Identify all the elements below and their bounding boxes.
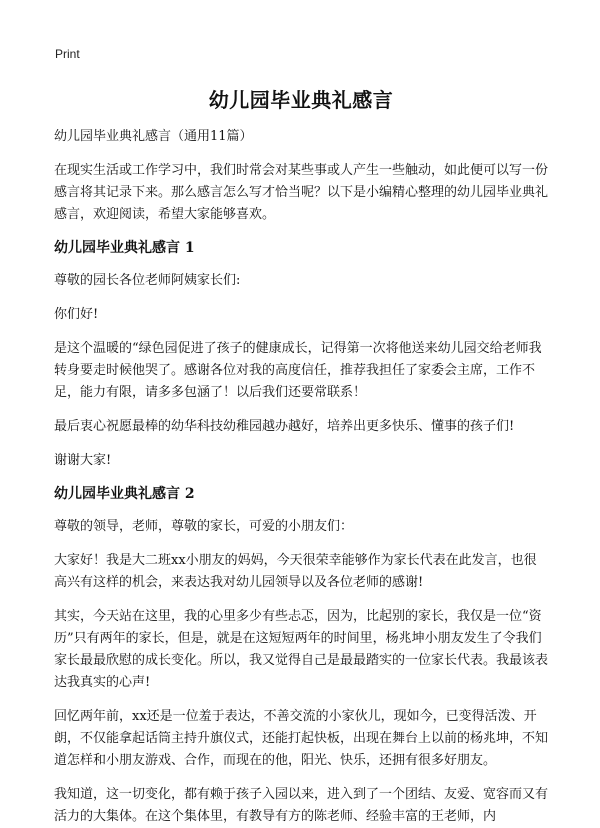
section-paragraph: 其实，今天站在这里，我的心里多少有些忐忑，因为，比起别的家长，我仅是一位“资历”只有两年的家长，但是，就是在这短短两年的时间里，杨兆坤小朋友发生了令我们家长最最欣慰的成长变化。所以，我又觉得自己是最最踏实的一位家长代表。我最该表达我真实的心声! <box>54 609 549 690</box>
article-subtitle: 幼儿园毕业典礼感言（通用11篇） <box>54 129 253 144</box>
section-paragraph: 谢谢大家! <box>54 453 112 468</box>
section-paragraph: 是这个温暖的“绿色园促进了孩子的健康成长，记得第一次将他送来幼儿园交给老师我转身要走时候他哭了。感谢各位对我的高度信任，推荐我担任了家委会主席，工作不足，能力有限，请多多包涵了！以后我们还要常联系！ <box>54 341 542 400</box>
section-paragraph: 大家好！我是大二班xx小朋友的妈妈，今天很荣幸能够作为家长代表在此发言，也很高兴有这样的机会，来表达我对幼儿园领导以及各位老师的感谢! <box>54 553 537 590</box>
print-link[interactable]: Print <box>55 47 80 61</box>
section-paragraph: 回忆两年前，xx还是一位羞于表达，不善交流的小家伙儿，现如今，已变得活泼、开朗，不仅能拿起话筒主持升旗仪式，还能打起快板，出现在舞台上以前的杨兆坤，不知道怎样和小朋友游戏、合作，而现在的他，阳光、快乐，还拥有很多好朋友。 <box>54 709 549 768</box>
intro-paragraph: 在现实生活或工作学习中，我们时常会对某些事或人产生一些触动，如此便可以写一份感言将其记录下来。那么感言怎么写才恰当呢？以下是小编精心整理的幼儿园毕业典礼感言，欢迎阅读，希望大家能够喜欢。 <box>54 163 549 222</box>
section-paragraph: 尊敬的园长各位老师阿姨家长们: <box>54 273 241 288</box>
section-heading: 幼儿园毕业典礼感言 1 <box>54 240 195 256</box>
page-title: 幼儿园毕业典礼感言 <box>208 88 394 112</box>
section-paragraph: 尊敬的领导，老师，尊敬的家长，可爱的小朋友们： <box>54 519 354 534</box>
section-paragraph: 你们好! <box>54 307 99 322</box>
article-body <box>54 126 548 828</box>
section-paragraph: 我知道，这一切变化，都有赖于孩子入园以来，进入到了一个团结、友爱、宽容而又有活力的大集体。在这个集体里，有教导有方的陈老师、经验丰富的王老师，内 <box>54 787 549 824</box>
section-paragraph: 最后衷心祝愿最棒的幼华科技幼稚园越办越好，培养出更多快乐、懂事的孩子们! <box>54 419 515 434</box>
section-heading: 幼儿园毕业典礼感言 2 <box>54 486 195 502</box>
